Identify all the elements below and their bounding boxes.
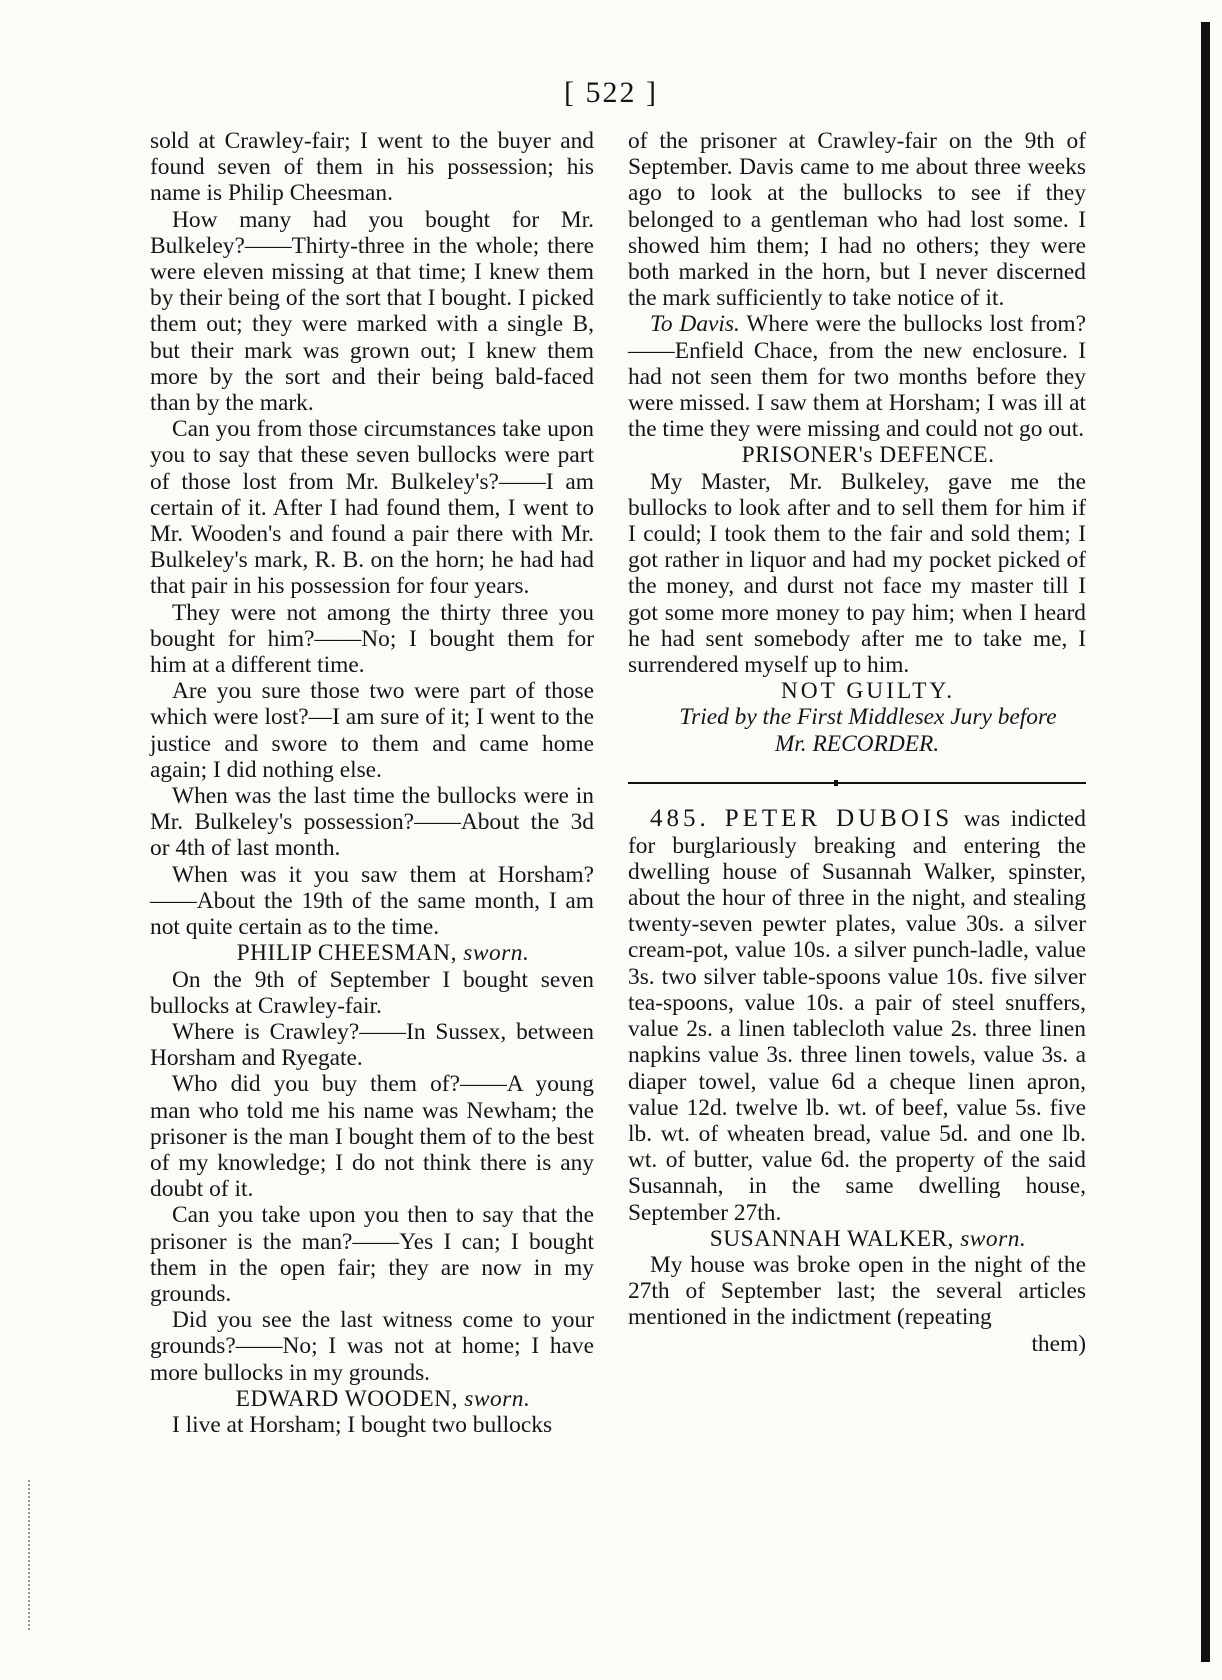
recorder-text: Mr. RECORDER. [774, 731, 940, 758]
case-number-name: 485. PETER DUBOIS [650, 805, 954, 833]
examination-text: Where were the bullocks lost from?——Enfield Chace, from the new enclosure. I had not seen them for two months before they were missed. I saw them at Horsham; I was ill at the time they were missing and could not go out. [628, 311, 1086, 443]
witness-heading-cheesman [150, 940, 594, 966]
defence-paragraph: My Master, Mr. Bulkeley, gave me the bullocks to look after and to sell them for him if I could; I took them to the fair and sold them; I got rather in liquor and had my pocket picked of the money, and durst not face my master till I got some more money to pay him; when I heard he had sent somebody after me to take me, I surrendered myself up to him. [628, 468, 1086, 679]
verdict: NOT GUILTY. [780, 678, 956, 705]
paragraph: My house was broke open in the night of the 27th of September last; the several articles mentioned in the indictment (repeating [628, 1251, 1086, 1331]
paragraph: Are you sure those two were part of those which were lost?—I am sure of it; I went to the justice and swore to them and came home again; I did nothing else. [150, 678, 594, 783]
case-paragraph-dubois [628, 806, 1086, 1225]
left-column [150, 128, 594, 1438]
witness-heading-walker [628, 1226, 1086, 1252]
section-divider [628, 782, 1086, 784]
sworn-label: sworn. [463, 940, 530, 967]
scan-edge-bar [1201, 22, 1210, 1662]
paragraph: of the prisoner at Crawley-fair on the 9th of September. Davis came to me about three weeks ago to look at the bullocks to see if they belonged to a gentleman who had lost some. I showed him them; I had no others; they were both marked in the horn, but I never discerned the mark sufficiently to take notice of it. [628, 128, 1086, 312]
paragraph: sold at Crawley-fair; I went to the buyer and found seven of them in his possession; his name is Philip Cheesman. [150, 128, 594, 207]
paragraph: When was it you saw them at Horsham?——About the 19th of the same month, I am not quite certain as to the time. [150, 861, 594, 941]
paragraph: Where is Crawley?——In Sussex, between Horsham and Ryegate. [150, 1018, 594, 1072]
paragraph: Can you from those circumstances take upon you to say that these seven bullocks were part of those lost from Mr. Bulkeley's?——I am certain of it. After I had found them, I went to Mr. Wooden's and found a pair there with Mr. Bulkeley's mark, R. B. on the horn; he had had that pair in his possession for four years. [150, 416, 594, 600]
paragraph: They were not among the thirty three you bought for him?——No; I bought them for him at a different time. [150, 599, 594, 679]
paragraph-to-davis [628, 311, 1086, 442]
right-column [628, 128, 1086, 1357]
case-text: was indicted for burglariously breaking and entering the dwelling house of Susannah Walker, spinster, about the hour of three in the night, and stealing twenty-seven pewter plates, value 30s. a silver cream-pot, value 10s. a silver punch-ladle, value 3s. two silver table-spoons value 10s. five silver tea-spoons, value 10s. a pair of steel snuffers, value 2s. a linen tablecloth value 2s. three linen napkins value 3s. three linen towels, value 3s. a diaper towel, value 6d a cheque linen apron, value 12d. twelve lb. wt. of beef, value 5s. five lb. wt. of wheaten bread, value 5d. and one lb. wt. of butter, value 6d. the property of the said Susannah, in the same dwelling house, September 27th. [628, 806, 1086, 1226]
paragraph: I live at Horsham; I bought two bullocks [172, 1411, 553, 1438]
tried-by-line [628, 704, 1086, 758]
examination-label: To Davis. [650, 311, 740, 338]
paragraph: How many had you bought for Mr. Bulkeley?——Thirty-three in the whole; there were eleven missing at that time; I knew them by their being of the sort that I bought. I picked them out; they were marked with a single B, but their mark was grown out; I knew them more by the sort and their being bald-faced than by the mark. [150, 206, 594, 417]
sworn-label: sworn. [464, 1385, 531, 1412]
catchword: them) [1031, 1330, 1086, 1357]
sworn-label: sworn. [960, 1225, 1027, 1252]
paragraph: Can you take upon you then to say that the prisoner is the man?——Yes I can; I bought them in the open fair; they are now in my grounds. [150, 1202, 594, 1307]
scan-margin-specks [28, 1480, 32, 1630]
paragraph: On the 9th of September I bought seven bullocks at Crawley-fair. [150, 966, 594, 1019]
paragraph: When was the last time the bullocks were in Mr. Bulkeley's possession?——About the 3d or 4th of last month. [150, 783, 594, 862]
witness-name: PHILIP CHEESMAN, [236, 940, 457, 967]
witness-heading-wooden [150, 1386, 594, 1412]
tried-by-text: Tried by the First Middlesex Jury before [679, 704, 1057, 731]
page-number: [ 522 ] [564, 76, 658, 109]
defence-heading: PRISONER's DEFENCE. [741, 442, 995, 469]
paragraph: Who did you buy them of?——A young man who told me his name was Newham; the prisoner is the man I bought them of to the best of my knowledge; I do not think there is any doubt of it. [150, 1071, 594, 1203]
witness-name: SUSANNAH WALKER, [709, 1225, 954, 1252]
paragraph: Did you see the last witness come to your grounds?——No; I was not at home; I have more bullocks in my grounds. [150, 1307, 594, 1386]
witness-name: EDWARD WOODEN, [235, 1385, 458, 1412]
